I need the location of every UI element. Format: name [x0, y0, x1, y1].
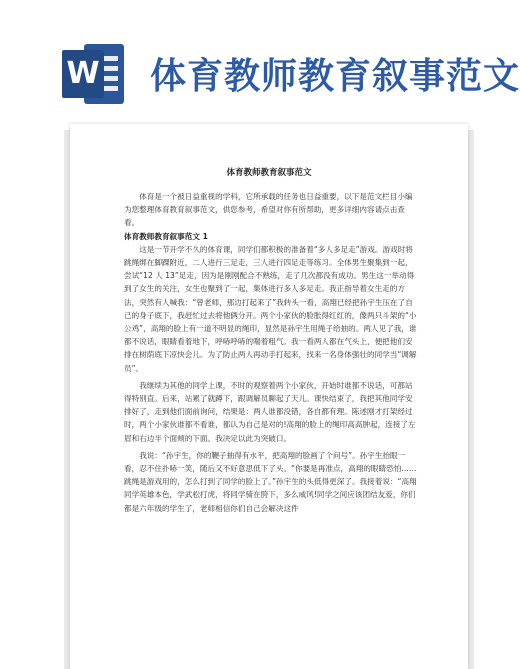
body-paragraph-3: 我说：“孙宇生，你的鞭子抽得有水平，把高翔的脸画了个问号”。孙宇生抬眼一看，忍不住扑哧一笑，随后又不好意思低下了头。“你要是再准点，高翔的眼睛恐怕……跳绳是游戏用的，怎么打到了同学的脸上了。”孙宇生的头低得更深了。我接着说：“高翔同学英雄本色，学武松打虎，将同学骑在胯下，多么威风!同学之间应该团结友爱，你们都是六年级的学生了，老师相信你们自己会解决这件 [124, 450, 417, 513]
document-title: 体育教师教育叙事范文 [226, 168, 312, 178]
body-paragraph-2: 我继续为其他的同学上课，不时的观察着两个小家伙，开始时谁都不说话，可都站得特别直。后来，站累了就蹲下，跟调解员聊起了天儿。课快结束了，我把其他同学安排好了，走到他们面前询问，结果是：两人谁都没错，各自都有理。陈述刚才打架经过时，两个小家伙谁都不看谁，都认为自己是对的!高翔的脸上的绳印高高肿起，连接了左眉和右边半个面颊的下面。我决定以此为突破口。 [124, 380, 416, 443]
document-page [70, 124, 468, 669]
body-paragraph-1: 这是一节开学不久的体育课，同学们都积极的准备着“多人多足走”游戏。游戏时将跳绳绑在脚踝附近，二人进行三足走，三人进行四足走等练习。全体男生聚集到一起，尝试“12 人 13”足走，因为是刚刚配合不熟练，走了几次都没有成功。男生这一举动得到了女生的关注，女生也聚到了一起，集体进行多人多足走。我正指导着女生走的方法，突然有人喊我：“曾老师，那边打起来了”我转头一看，高翔已经把孙宇生压在了自己的身子底下，我赶忙过去将他俩分开。两个小家伙的脸胀得红红的，像两只斗架的“小公鸡”，高翔的脸上有一道不明显的绳印，显然是孙宇生用绳子给抽的。两人见了我，谁都不说话，眼睛看着地下，呼哧呼哧的喘着粗气。我一看两人都在气头上，便把他们安排在树荫底下凉快会儿。为了防止两人再动手打起来，找来一名身体强壮的同学当“调解员”。 [124, 244, 417, 373]
word-icon-letter: W [62, 50, 104, 98]
banner-header [0, 0, 520, 120]
intro-paragraph: 体育是一个被日益重视的学科，它所承载的任务也日益重要，以下是范文栏目小编为您整理体育教育叙事范文，供您参考，希望对你有所帮助，更多详细内容请点击查看。 [124, 192, 413, 228]
document-preview [64, 120, 474, 669]
document-body [124, 190, 418, 515]
section-heading: 体育教师教育叙事范文 1 [124, 231, 208, 241]
banner-title: 体育教师教育叙事范文 [150, 56, 520, 97]
word-document-icon [62, 40, 124, 108]
